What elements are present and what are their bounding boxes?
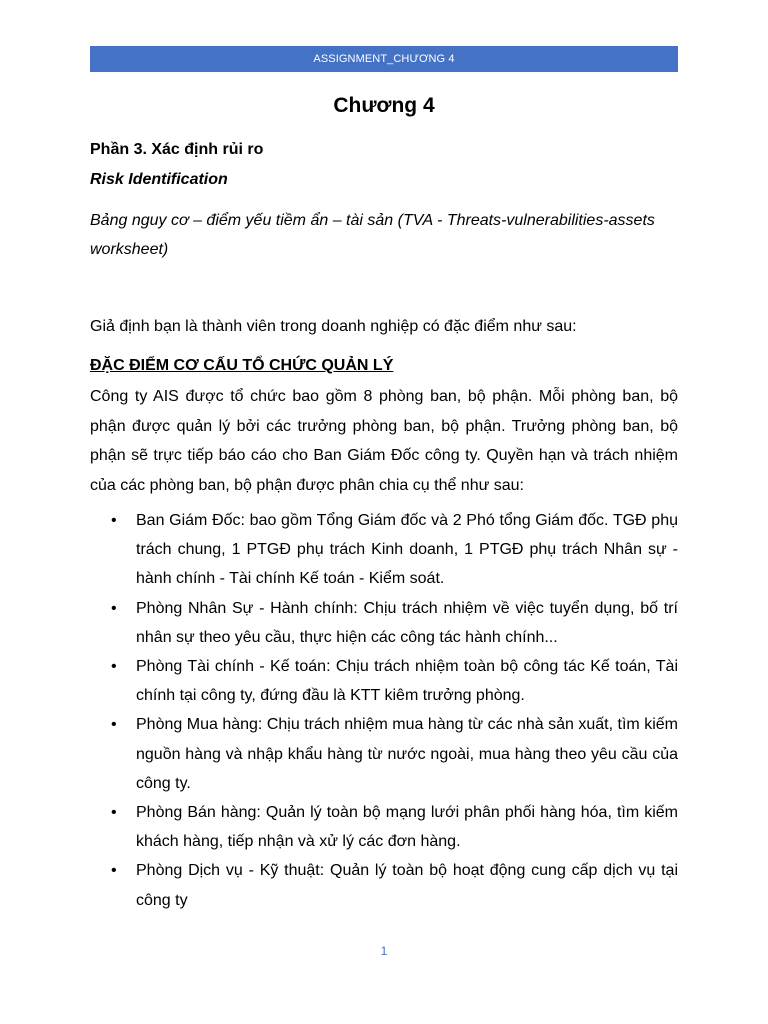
chapter-title: Chương 4 <box>333 94 435 117</box>
worksheet-title: Bảng nguy cơ – điểm yếu tiềm ẩn – tài sản (TVA - Threats-vulnerabilities-assets worksheet) <box>90 212 655 258</box>
bullet-icon: • <box>111 599 117 617</box>
department-text: Phòng Mua hàng: Chịu trách nhiệm mua hàng từ các nhà sản xuất, tìm kiếm nguồn hàng và nhập khẩu hàng từ nước ngoài, mua hàng theo yêu cầu của công ty. <box>136 716 678 792</box>
list-item <box>90 652 678 710</box>
org-structure-heading: ĐẶC ĐIỂM CƠ CẤU TỔ CHỨC QUẢN LÝ <box>90 357 394 374</box>
section-subtitle: Risk Identification <box>90 171 228 188</box>
page-header-bar <box>90 46 678 72</box>
department-text: Ban Giám Đốc: bao gồm Tổng Giám đốc và 2 Phó tổng Giám đốc. TGĐ phụ trách chung, 1 PTGĐ phụ trách Kinh doanh, 1 PTGĐ phụ trách Nhân sự - hành chính - Tài chính Kế toán - Kiểm soát. <box>136 512 678 588</box>
list-item <box>90 798 678 856</box>
bullet-icon: • <box>111 512 117 529</box>
department-text: Phòng Tài chính - Kế toán: Chịu trách nhiệm toàn bộ công tác Kế toán, Tài chính tại công ty, đứng đầu là KTT kiêm trưởng phòng. <box>136 658 678 705</box>
list-item <box>90 856 678 914</box>
header-title: ASSIGNMENT_CHƯƠNG 4 <box>313 53 455 65</box>
intro-paragraph: Giả định bạn là thành viên trong doanh nghiệp có đặc điểm như sau: <box>90 318 577 335</box>
department-text: Phòng Bán hàng: Quản lý toàn bộ mạng lưới phân phối hàng hóa, tìm kiếm khách hàng, tiếp nhận và xử lý các đơn hàng. <box>136 804 678 851</box>
bullet-icon: • <box>111 804 117 822</box>
department-list <box>90 506 678 915</box>
section-title: Phần 3. Xác định rủi ro <box>90 141 264 158</box>
org-structure-paragraph: Công ty AIS được tổ chức bao gồm 8 phòng ban, bộ phận. Mỗi phòng ban, bộ phận được quản lý bởi các trưởng phòng ban, bộ phận. Trưởng phòng ban, bộ phận sẽ trực tiếp báo cáo cho Ban Giám Đốc công ty. Quyền hạn và trách nhiệm của các phòng ban, bộ phận được phân chia cụ thể như sau: <box>90 388 678 494</box>
bullet-icon: • <box>111 862 117 880</box>
list-item <box>90 506 678 594</box>
department-text: Phòng Nhân Sự - Hành chính: Chịu trách nhiệm về việc tuyển dụng, bố trí nhân sự theo yêu cầu, thực hiện các công tác hành chính... <box>136 599 678 646</box>
bullet-icon: • <box>111 658 117 676</box>
list-item <box>90 710 678 798</box>
bullet-icon: • <box>111 716 117 734</box>
page-number: 1 <box>380 944 388 958</box>
department-text: Phòng Dịch vụ - Kỹ thuật: Quản lý toàn bộ hoạt động cung cấp dịch vụ tại công ty <box>136 862 678 909</box>
list-item <box>90 594 678 652</box>
